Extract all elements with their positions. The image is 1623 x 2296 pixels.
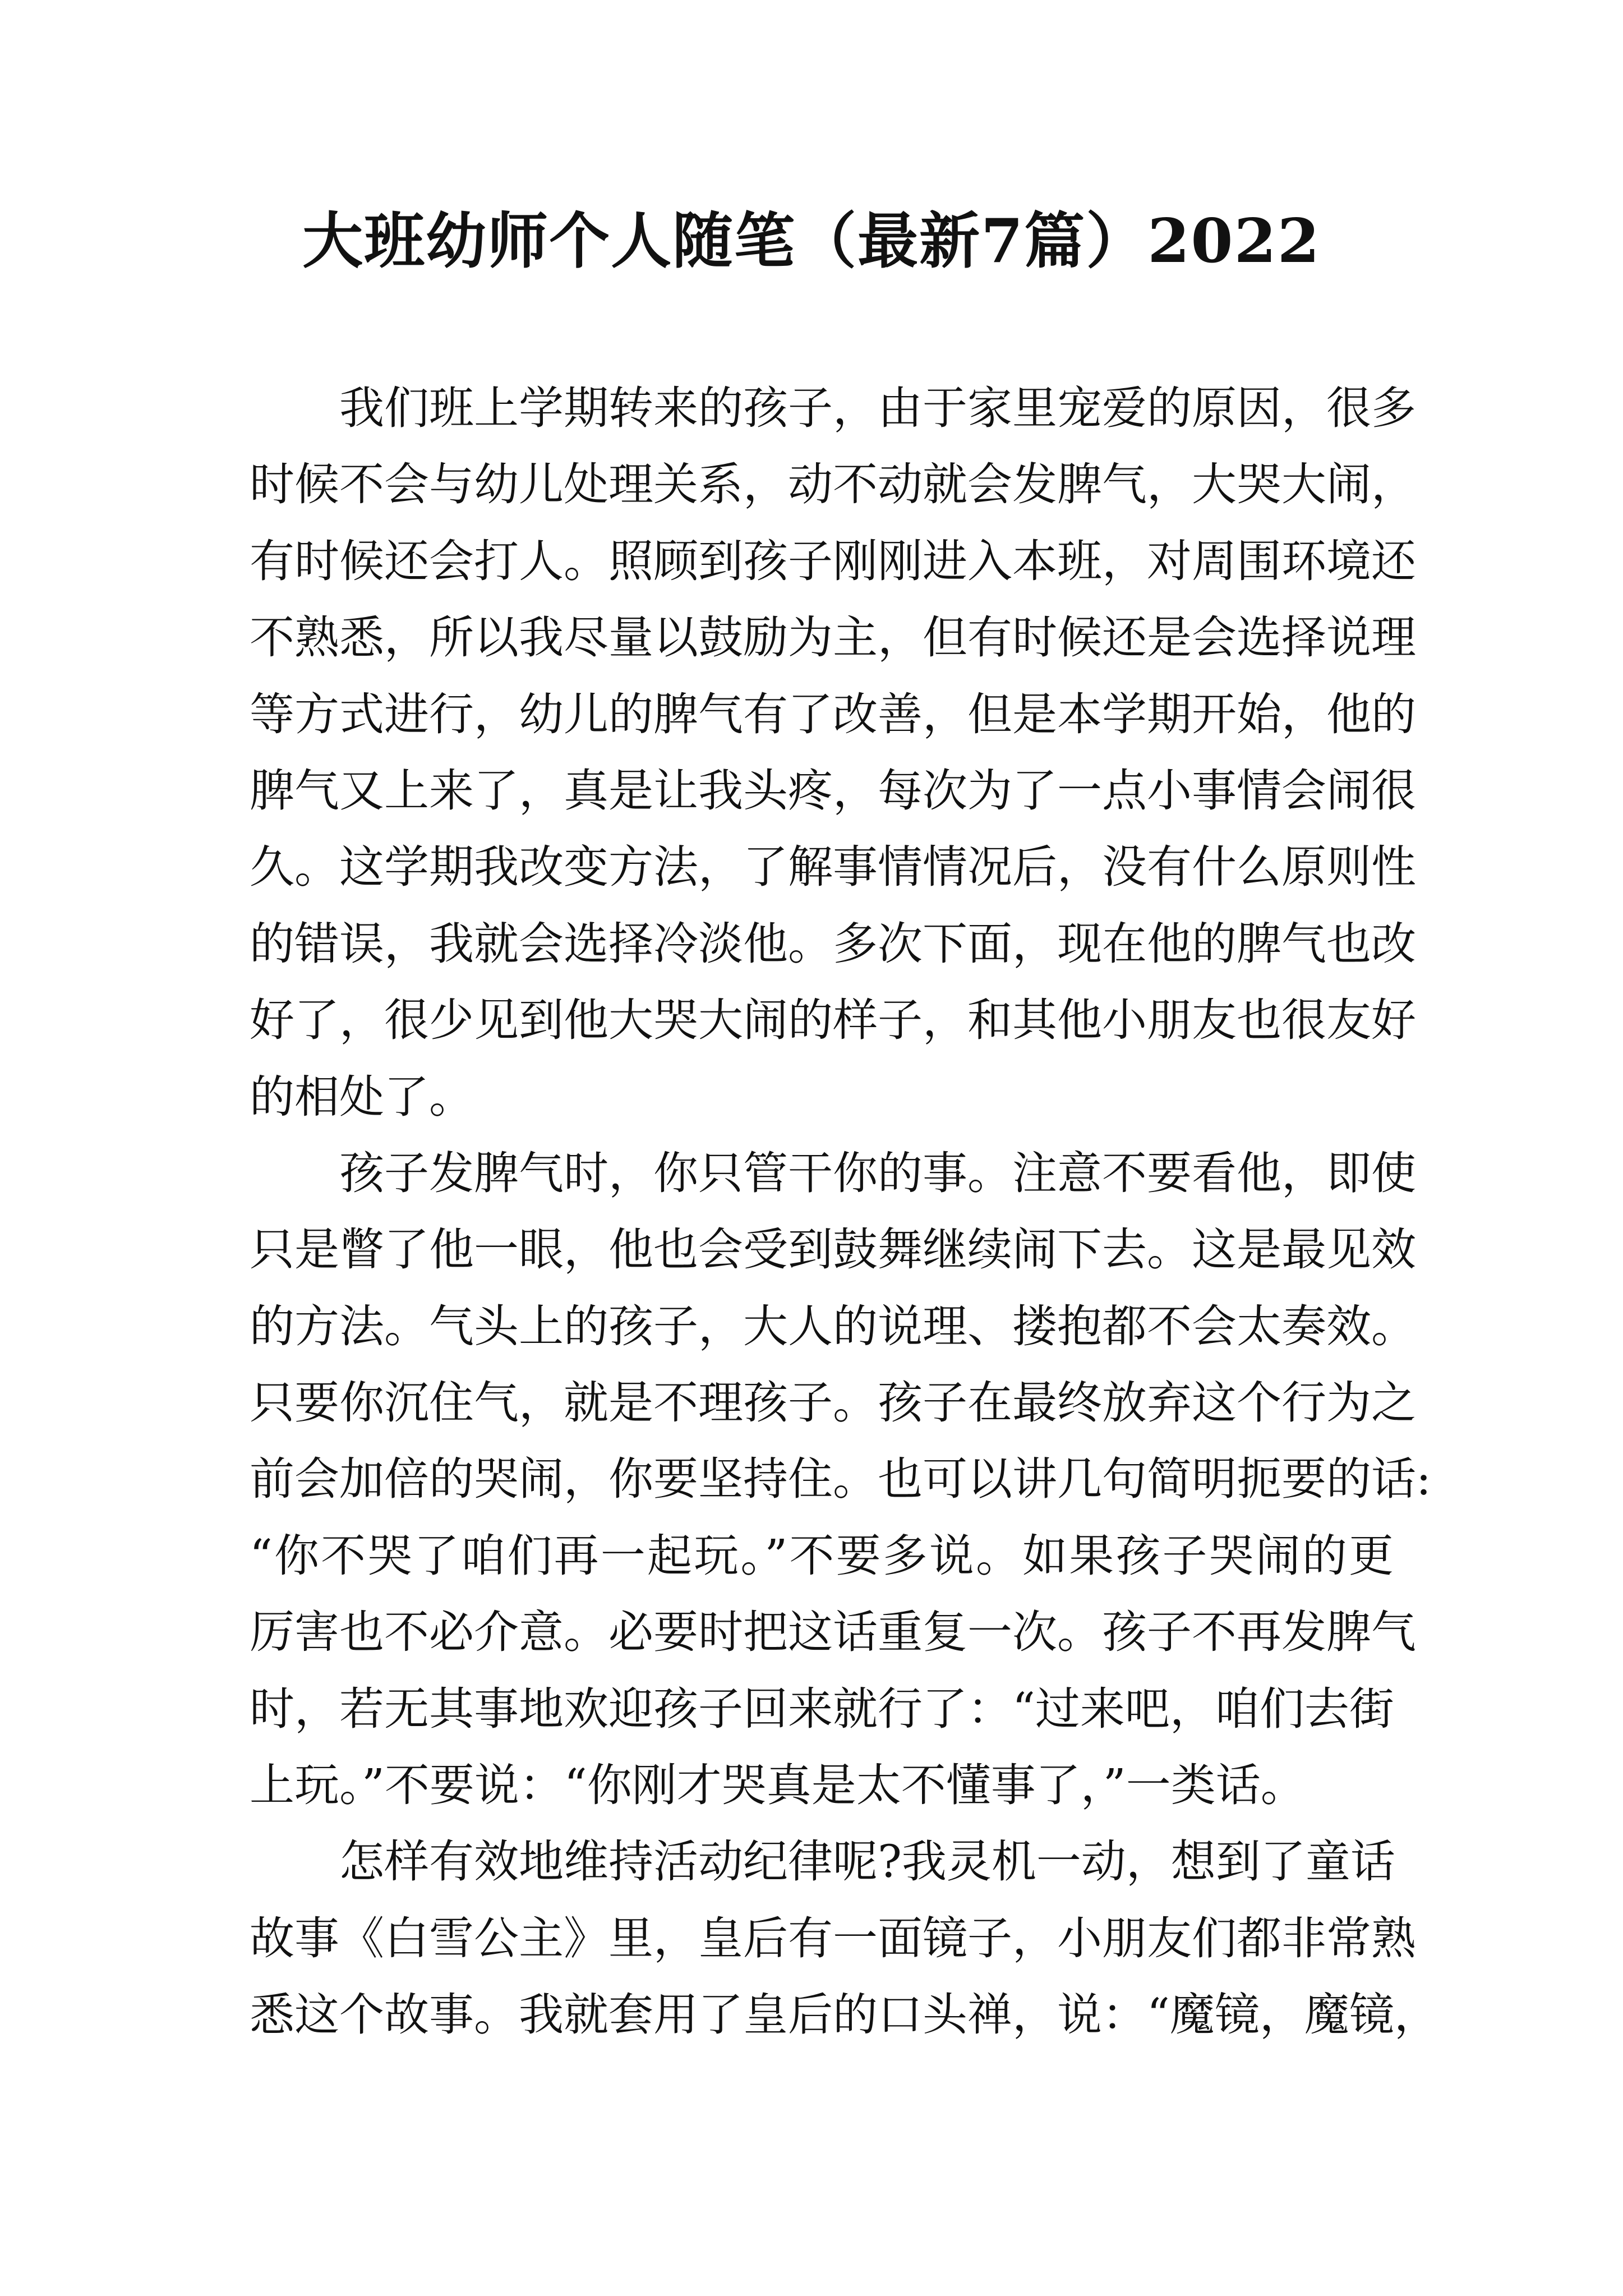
text-line: 只要你沉住气，就是不理孩子。孩子在最终放弃这个行为之 (250, 1377, 1416, 1429)
text-line: 不熟悉，所以我尽量以鼓励为主，但有时候还是会选择说理 (250, 611, 1416, 664)
text-line: 时候不会与幼儿处理关系，动不动就会发脾气，大哭大闹， (250, 458, 1416, 511)
text-line: 我们班上学期转来的孩子，由于家里宠爱的原因，很多 (339, 382, 1416, 434)
text-line: 前会加倍的哭闹，你要坚持住。也可以讲几句简明扼要的话: (250, 1453, 1431, 1506)
text-line: 悉这个故事。我就套用了皇后的口头禅，说：“魔镜，魔镜， (250, 1989, 1439, 2041)
paragraph-2 (250, 1135, 1431, 1824)
text-line: 的错误，我就会选择冷淡他。多次下面，现在他的脾气也改 (250, 917, 1416, 970)
text-line: 厉害也不必介意。必要时把这话重复一次。孩子不再发脾气 (250, 1606, 1416, 1659)
text-line: 的方法。气头上的孩子，大人的说理、搂抱都不会太奏效。 (250, 1300, 1416, 1352)
text-line: 等方式进行，幼儿的脾气有了改善，但是本学期开始，他的 (250, 688, 1416, 740)
text-line: 上玩。”不要说：“你刚才哭真是太不懂事了，”一类话。 (250, 1759, 1306, 1812)
paragraph-3 (250, 1824, 1439, 2053)
paragraph-1 (250, 370, 1416, 1135)
document-body (250, 370, 1439, 2054)
text-line: 只是瞥了他一眼，他也会受到鼓舞继续闹下去。这是最见效 (250, 1223, 1416, 1276)
text-line: 的相处了。 (250, 1070, 474, 1123)
document-title: 大班幼师个人随笔（最新7篇）2022 (302, 206, 1321, 277)
text-line: 好了，很少见到他大哭大闹的样子，和其他小朋友也很友好 (250, 994, 1416, 1047)
text-line: 故事《白雪公主》里，皇后有一面镜子，小朋友们都非常熟 (250, 1912, 1416, 1964)
text-line: “你不哭了咱们再一起玩。”不要多说。如果孩子哭闹的更 (250, 1529, 1394, 1582)
text-line: 怎样有效地维持活动纪律呢?我灵机一动，想到了童话 (339, 1835, 1395, 1888)
text-line: 脾气又上来了，真是让我头疼，每次为了一点小事情会闹很 (250, 764, 1416, 817)
text-line: 时，若无其事地欢迎孩子回来就行了：“过来吧，咱们去街 (250, 1682, 1394, 1735)
text-line: 久。这学期我改变方法，了解事情情况后，没有什么原则性 (250, 841, 1416, 894)
text-line: 有时候还会打人。照顾到孩子刚刚进入本班，对周围环境还 (250, 535, 1416, 587)
text-line: 孩子发脾气时，你只管干你的事。注意不要看他，即使 (339, 1147, 1416, 1199)
